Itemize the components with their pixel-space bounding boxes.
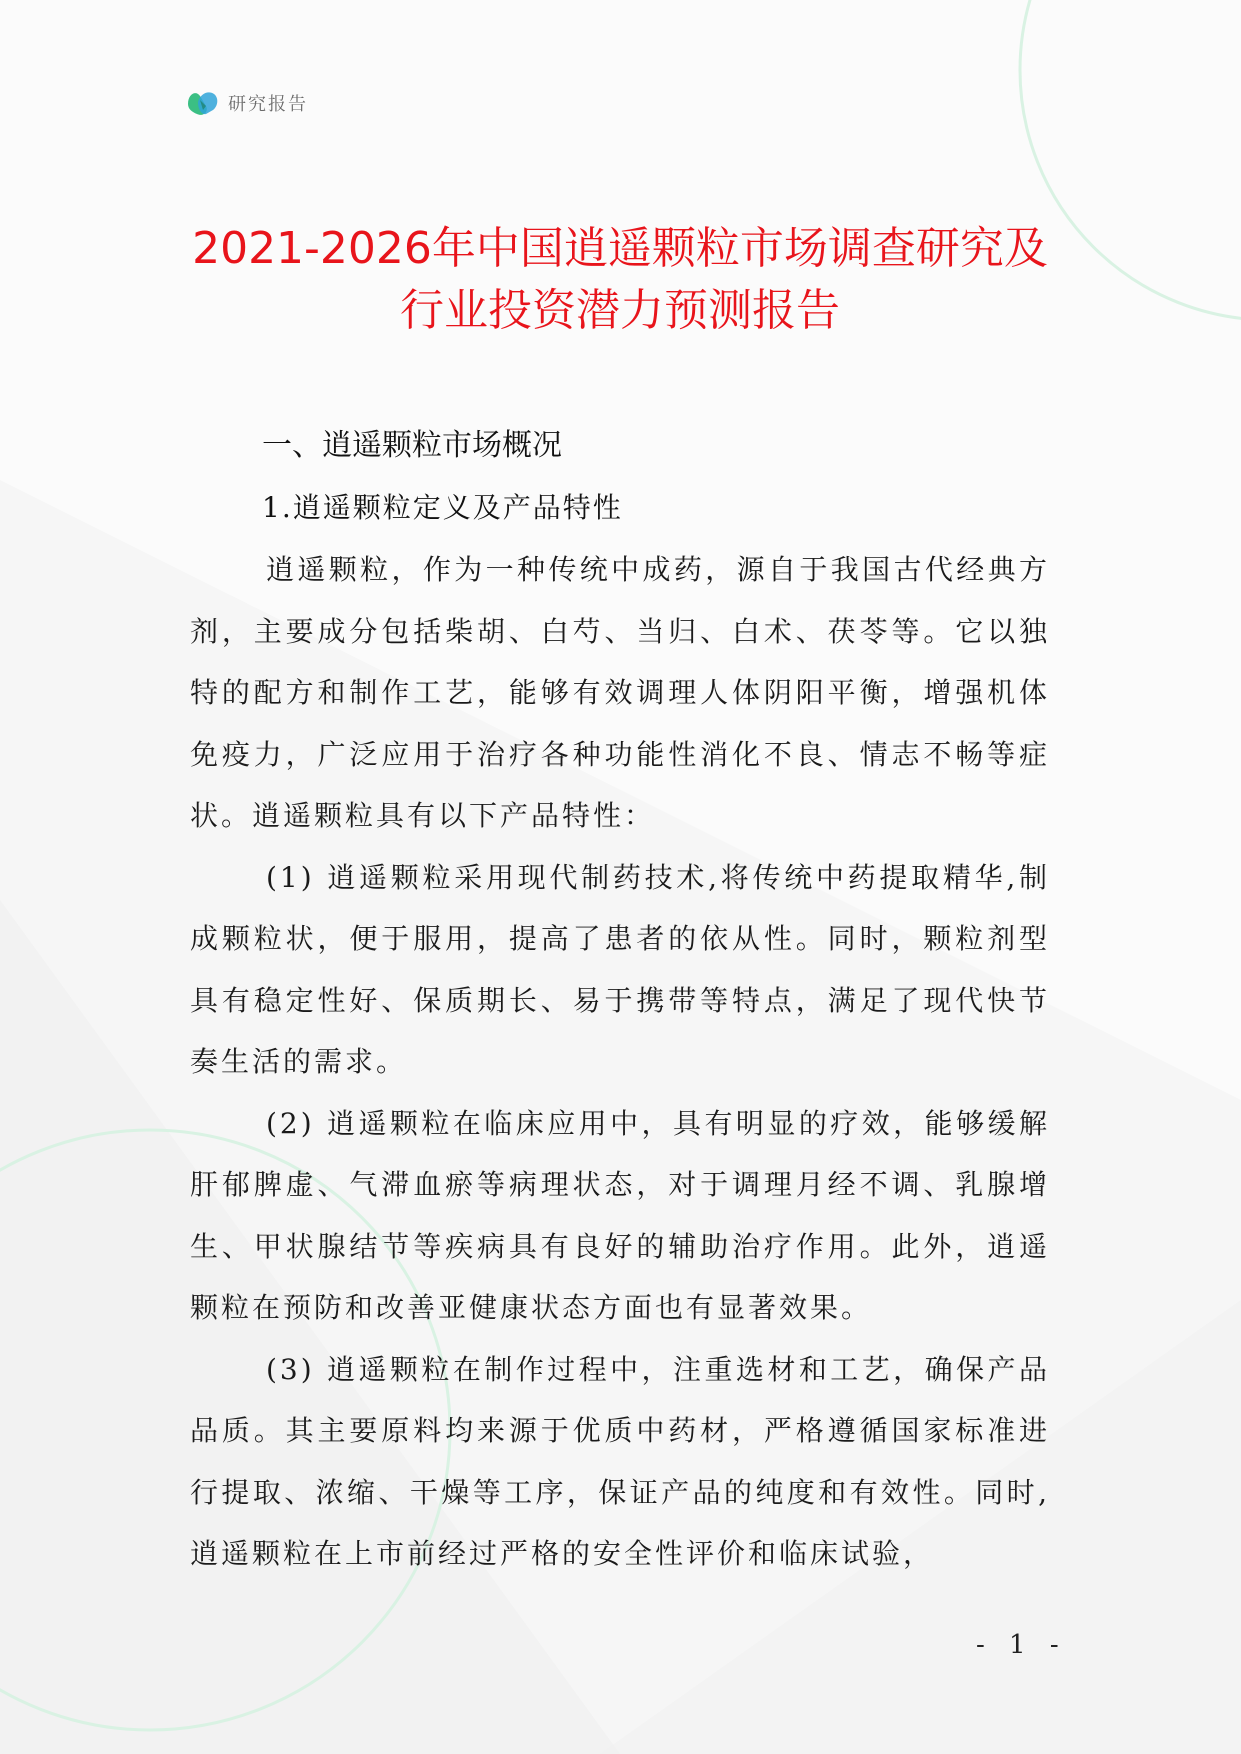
header-label: 研究报告 bbox=[228, 94, 308, 115]
page-number: - 1 - bbox=[976, 1630, 1067, 1660]
report-header bbox=[186, 88, 308, 118]
brand-logo-icon bbox=[186, 88, 220, 118]
report-title-line-1: 2021-2026年中国逍遥颗粒市场调查研究及 bbox=[192, 223, 1048, 274]
paragraph: 逍遥颗粒，作为一种传统中成药，源自于我国古代经典方剂，主要成分包括柴胡、白芍、当归、白术、茯苓等。它以独特的配方和制作工艺，能够有效调理人体阴阳平衡，增强机体免疫力，广泛应用于治疗各种功能性消化不良、情志不畅等症状。逍遥颗粒具有以下产品特性： bbox=[190, 553, 1050, 832]
paragraph: (3) 逍遥颗粒在制作过程中，注重选材和工艺，确保产品品质。其主要原料均来源于优质中药材，严格遵循国家标准进行提取、浓缩、干燥等工序，保证产品的纯度和有效性。同时,逍遥颗粒在上市前经过严格的安全性评价和临床试验， bbox=[190, 1352, 1050, 1570]
report-title-line-2: 行业投资潜力预测报告 bbox=[400, 285, 840, 336]
section-heading: 一、逍遥颗粒市场概况 bbox=[262, 428, 562, 463]
section-subheading: 1.逍遥颗粒定义及产品特性 bbox=[262, 491, 623, 524]
paragraph: (1) 逍遥颗粒采用现代制药技术,将传统中药提取精华,制成颗粒状，便于服用，提高了患者的依从性。同时，颗粒剂型具有稳定性好、保质期长、易于携带等特点，满足了现代快节奏生活的需求。 bbox=[190, 860, 1050, 1078]
report-title bbox=[150, 218, 1090, 342]
paragraph: (2) 逍遥颗粒在临床应用中，具有明显的疗效，能够缓解肝郁脾虚、气滞血瘀等病理状态，对于调理月经不调、乳腺增生、甲状腺结节等疾病具有良好的辅助治疗作用。此外，逍遥颗粒在预防和改善亚健康状态方面也有显著效果。 bbox=[190, 1106, 1050, 1324]
document-body bbox=[190, 415, 1050, 1585]
